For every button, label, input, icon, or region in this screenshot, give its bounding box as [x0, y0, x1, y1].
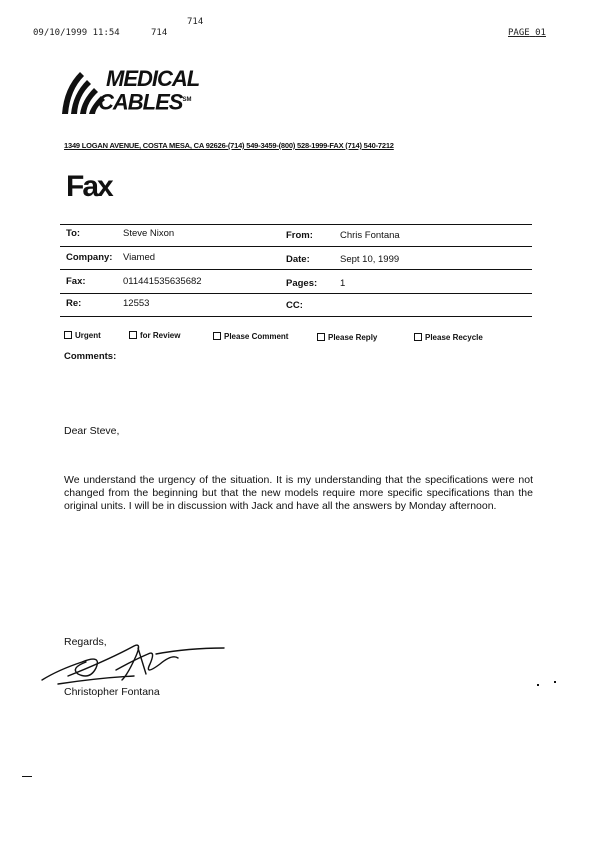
- checkbox-label: Please Comment: [224, 332, 289, 341]
- form-rule: [60, 246, 532, 247]
- date-value: Sept 10, 1999: [340, 254, 400, 265]
- checkbox-icon: [317, 333, 325, 341]
- comments-label: Comments:: [64, 351, 117, 362]
- form-rule: [60, 316, 532, 317]
- document-title: Fax: [66, 170, 112, 203]
- service-mark: SM: [182, 97, 192, 103]
- logo-line-1: MEDICAL: [106, 66, 200, 91]
- pages-value: 1: [340, 278, 346, 289]
- page-indicator: [508, 28, 546, 38]
- re-value: 12553: [123, 298, 150, 309]
- handwritten-signature: [38, 640, 228, 688]
- checkbox-please-comment[interactable]: [213, 332, 288, 341]
- fax-label: Fax:: [66, 276, 86, 287]
- checkbox-icon: [414, 333, 422, 341]
- to-value: Steve Nixon: [123, 228, 175, 239]
- page-number: 01: [535, 28, 546, 38]
- scan-speck: [537, 684, 539, 686]
- date-label: Date:: [286, 254, 310, 265]
- fax-value: 011441535635682: [123, 276, 202, 287]
- re-label: Re:: [66, 298, 82, 309]
- fax-phone-code: 714: [151, 28, 168, 38]
- page-label: PAGE: [508, 28, 530, 38]
- company-label: Company:: [66, 252, 113, 263]
- checkbox-please-reply[interactable]: [317, 333, 377, 342]
- form-rule: [60, 293, 532, 294]
- company-value: Viamed: [123, 252, 156, 263]
- pages-label: Pages:: [286, 278, 318, 289]
- from-label: From:: [286, 230, 313, 241]
- checkbox-label: for Review: [140, 331, 181, 340]
- scan-speck: [22, 776, 32, 777]
- checkbox-icon: [213, 332, 221, 340]
- form-rule: [60, 224, 532, 225]
- to-label: To:: [66, 228, 81, 239]
- checkbox-for-review[interactable]: [129, 331, 180, 340]
- signer-name: Christopher Fontana: [64, 686, 160, 698]
- salutation: Dear Steve,: [64, 425, 120, 437]
- checkbox-label: Please Reply: [328, 333, 378, 342]
- closing: Regards,: [64, 636, 107, 648]
- checkbox-urgent[interactable]: [64, 331, 101, 340]
- checkbox-icon: [64, 331, 72, 339]
- logo-line-2-text: CABLES: [98, 89, 183, 115]
- checkbox-label: Urgent: [75, 331, 101, 340]
- letter-body: We understand the urgency of the situation. It is my understanding that the specifications were not changed from the beginning but that the new models require more specific specifications than the original units. I will be in discussion with Jack and have all the answers by Monday afternoon.: [64, 474, 533, 512]
- form-rule: [60, 269, 532, 270]
- company-address: 1349 LOGAN AVENUE, COSTA MESA, CA 92626-(714) 549-3459-(800) 528-1999-FAX (714) 540-7212: [64, 141, 394, 150]
- fax-datetime: 09/10/1999 11:54: [33, 28, 120, 38]
- checkbox-label: Please Recycle: [425, 333, 483, 342]
- fax-stamp-code: 714: [187, 17, 204, 27]
- checkbox-icon: [129, 331, 137, 339]
- checkbox-please-recycle[interactable]: [414, 333, 483, 342]
- scan-speck: [554, 681, 556, 683]
- from-value: Chris Fontana: [340, 230, 400, 241]
- cc-label: CC:: [286, 300, 303, 311]
- logo-line-2: [98, 89, 192, 115]
